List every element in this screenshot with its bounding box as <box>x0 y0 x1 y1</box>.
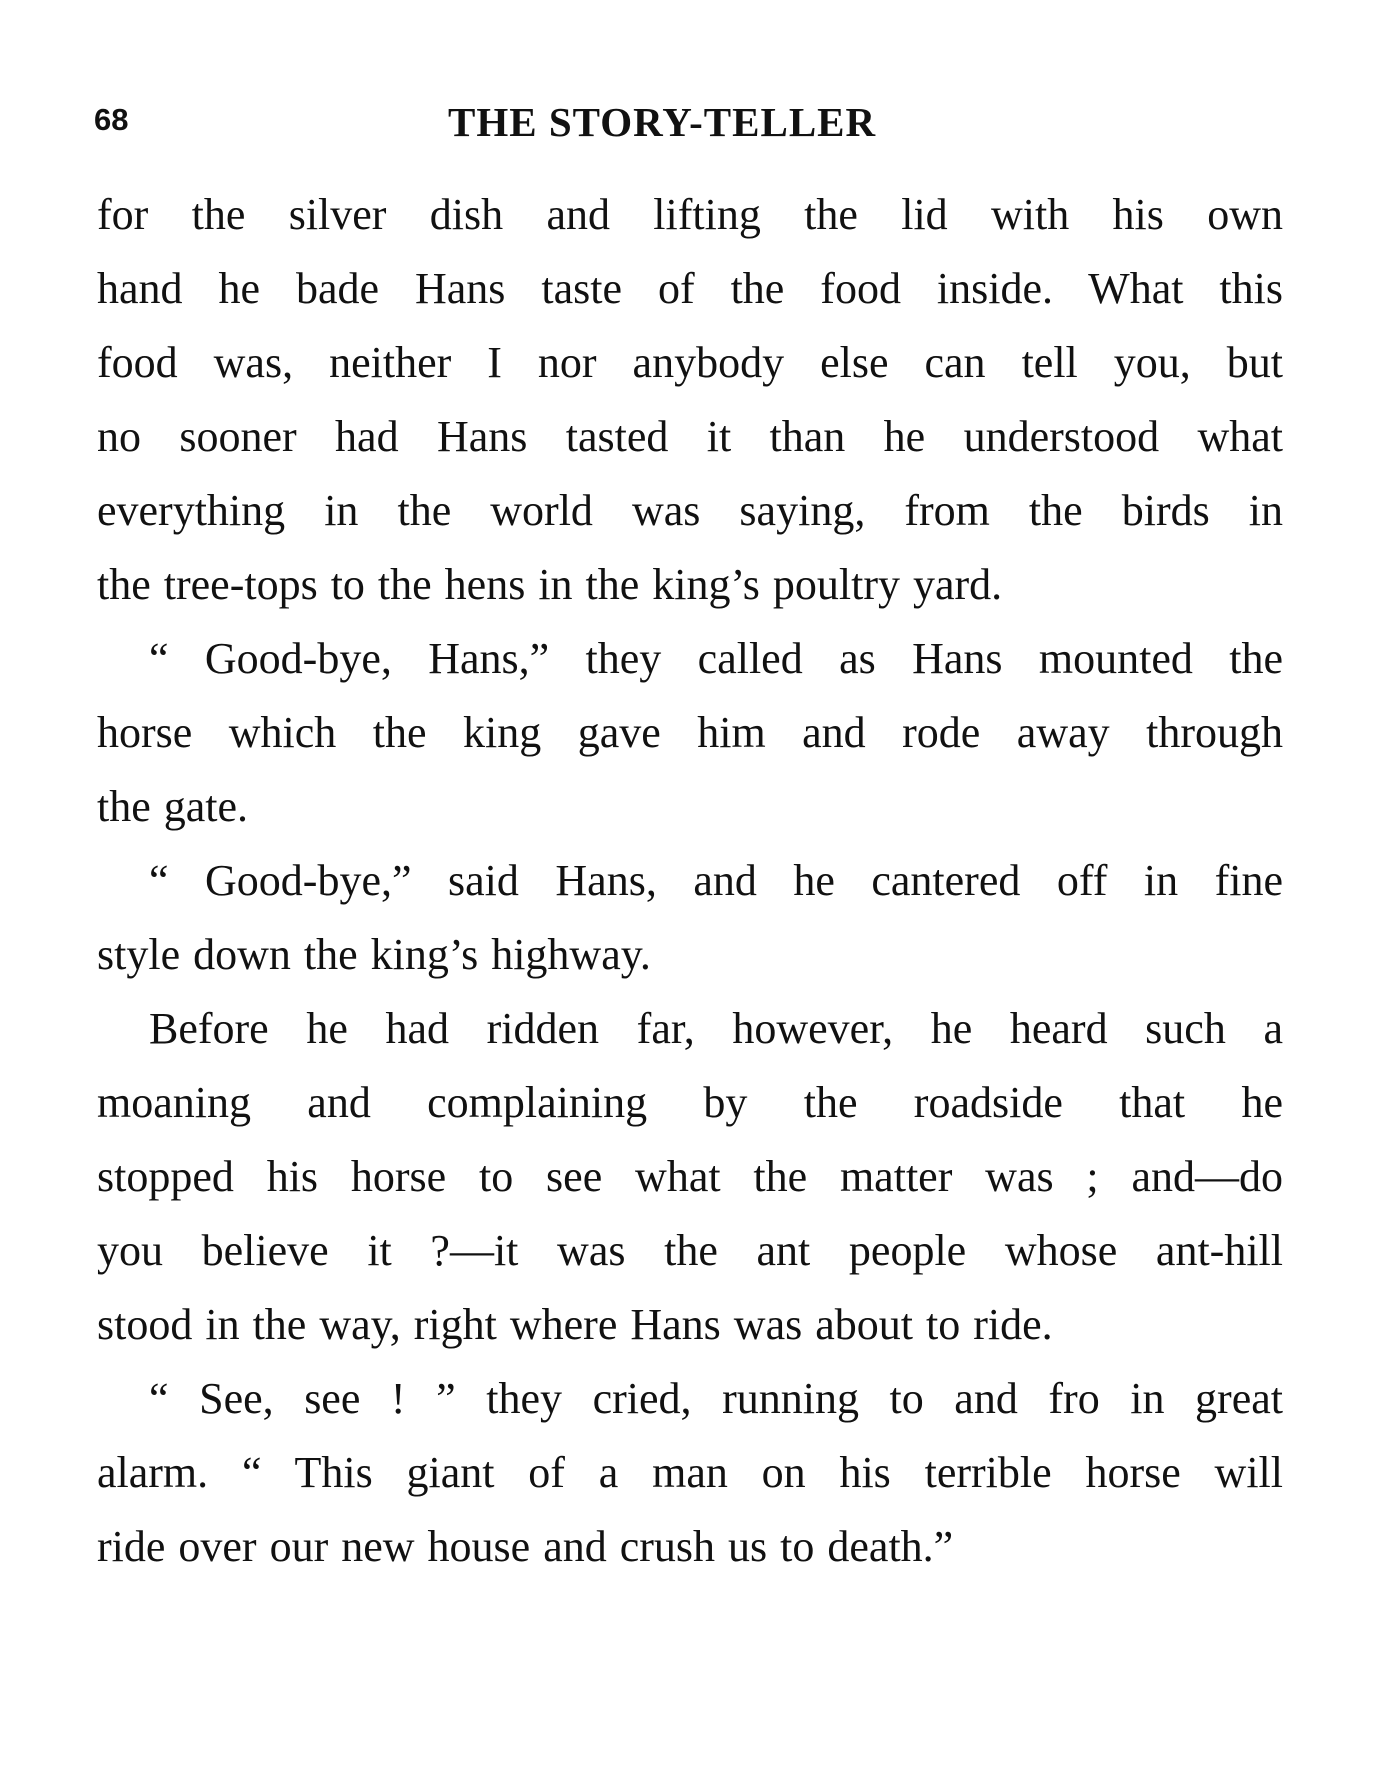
text-line: the gate. <box>97 782 249 831</box>
text-line: for the silver dish and lifting the lid with his own <box>97 190 1283 239</box>
text-line: style down the king’s highway. <box>97 930 651 979</box>
text-line: moaning and complaining by the roadside that he <box>97 1078 1283 1127</box>
page-number: 68 <box>94 102 129 137</box>
text-line: stopped his horse to see what the matter was ; and—do <box>97 1152 1283 1201</box>
text-line: food was, neither I nor anybody else can tell you, but <box>97 338 1283 387</box>
text-line: hand he bade Hans taste of the food inside. What this <box>97 264 1283 313</box>
text-line: Before he had ridden far, however, he heard such a <box>149 1004 1283 1053</box>
text-line: horse which the king gave him and rode away through <box>97 708 1283 757</box>
text-line: “ Good-bye, Hans,” they called as Hans mounted the <box>149 634 1283 683</box>
text-line: alarm. “ This giant of a man on his terrible horse will <box>97 1448 1283 1497</box>
text-line: no sooner had Hans tasted it than he understood what <box>97 412 1283 461</box>
body-text <box>97 178 1283 1584</box>
running-title: THE STORY-TELLER <box>448 99 877 145</box>
text-line: everything in the world was saying, from the birds in <box>97 486 1283 535</box>
text-line: the tree-tops to the hens in the king’s poultry yard. <box>97 560 1003 609</box>
text-line: you believe it ?—it was the ant people whose ant-hill <box>97 1226 1283 1275</box>
text-line: stood in the way, right where Hans was about to ride. <box>97 1300 1053 1349</box>
text-line: “ See, see ! ” they cried, running to and fro in great <box>149 1374 1283 1423</box>
text-line: ride over our new house and crush us to death.” <box>97 1522 954 1571</box>
text-line: “ Good-bye,” said Hans, and he cantered off in fine <box>149 856 1283 905</box>
running-head <box>94 98 1280 145</box>
